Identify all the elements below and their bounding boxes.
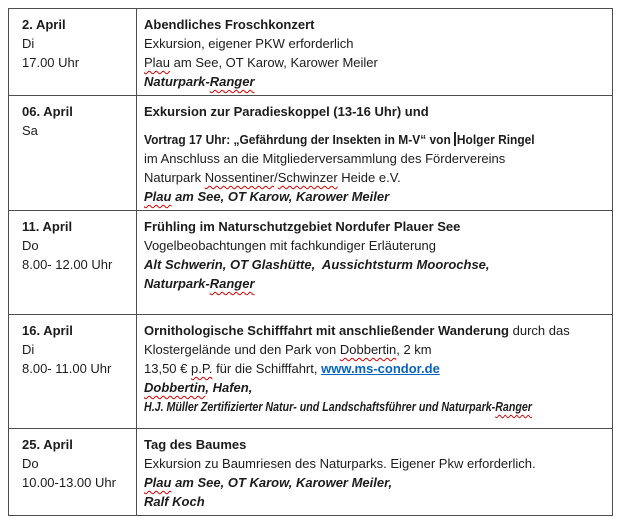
event-weekday: Di	[22, 36, 35, 51]
date-cell	[9, 315, 137, 429]
misspelled-word: p.P.	[191, 361, 213, 376]
event-note: Exkursion, eigener PKW erforderlich	[144, 36, 354, 51]
organizer-text: Heide e.V.	[337, 170, 401, 185]
event-location	[144, 378, 604, 397]
text-cursor	[454, 132, 456, 146]
description-cell	[137, 315, 613, 429]
location-text: am See, OT Karow, Karower Meiler	[170, 55, 378, 70]
title-continuation: durch das	[509, 323, 570, 338]
date-cell	[9, 211, 137, 315]
event-note: Vogelbeobachtungen mit fachkundiger Erläuterung	[144, 238, 436, 253]
event-title: Exkursion zur Paradieskoppel (13-16 Uhr) und	[144, 104, 429, 119]
event-date: 2. April	[22, 17, 66, 32]
table-row	[9, 429, 613, 516]
guide-text: Naturpark-	[144, 74, 210, 89]
event-note: Exkursion zu Baumriesen des Naturparks. Eigener Pkw erforderlich.	[144, 456, 536, 471]
event-weekday: Sa	[22, 123, 38, 138]
event-organizer	[144, 168, 604, 187]
misspelled-word: Plau	[144, 475, 172, 490]
event-location	[144, 53, 604, 72]
misspelled-word: Plau	[144, 189, 172, 204]
event-date: 25. April	[22, 437, 73, 452]
event-date: 06. April	[22, 104, 73, 119]
event-guide	[144, 72, 604, 91]
location-text: , Hafen,	[205, 380, 253, 395]
event-guide: Ralf Koch	[144, 494, 205, 509]
event-time: 8.00- 12.00 Uhr	[22, 257, 113, 272]
event-date: 11. April	[22, 219, 73, 234]
event-note	[144, 340, 604, 359]
date-cell	[9, 429, 137, 516]
table-row	[9, 96, 613, 211]
event-location	[144, 187, 604, 206]
table-row	[9, 9, 613, 96]
event-title: Frühling im Naturschutzgebiet Nordufer Plauer See	[144, 219, 461, 234]
event-time: 10.00-13.00 Uhr	[22, 475, 116, 490]
event-title: Tag des Baumes	[144, 437, 247, 452]
event-title	[144, 321, 604, 340]
misspelled-word: Dobbertin	[339, 342, 397, 357]
price-text: für die Schifffahrt,	[212, 361, 322, 376]
misspelled-word: Dobbertin	[144, 380, 206, 395]
lecture-text: Vortrag 17 Uhr: „Gefährdung der Insekten in M-V“ von	[144, 132, 455, 147]
hyperlink-ms-condor[interactable]: www.ms-condor.de	[321, 361, 440, 376]
misspelled-word: Ranger	[495, 399, 532, 414]
misspelled-word: Ranger	[209, 276, 255, 291]
event-location	[144, 473, 604, 492]
event-guide	[144, 397, 532, 416]
misspelled-word: Plau	[144, 55, 171, 70]
misspelled-word: Schwinzer	[277, 170, 338, 185]
price-text: 13,50 €	[144, 361, 191, 376]
title-text: Ornithologische Schifffahrt mit anschließender Wanderung	[144, 323, 509, 338]
table-row	[9, 315, 613, 429]
note-text: , 2 km	[396, 342, 432, 357]
description-cell	[137, 9, 613, 96]
location-text: am See, OT Karow, Karower Meiler,	[171, 475, 393, 490]
event-location: Alt Schwerin, OT Glashütte, Aussichtsturm Moorochse,	[144, 257, 490, 272]
guide-text: Naturpark-	[144, 276, 210, 291]
misspelled-word: Nossentiner	[204, 170, 275, 185]
table-row	[9, 211, 613, 315]
organizer-text: Naturpark	[144, 170, 205, 185]
event-subtitle	[144, 130, 567, 149]
event-guide	[144, 274, 604, 293]
event-note: im Anschluss an die Mitgliederversammlung des Fördervereins	[144, 151, 506, 166]
speaker-name: Holger Ringel	[456, 132, 535, 147]
event-time: 8.00- 11.00 Uhr	[22, 361, 112, 376]
event-title: Abendliches Froschkonzert	[144, 17, 315, 32]
event-price	[144, 359, 604, 378]
date-cell	[9, 96, 137, 211]
description-cell	[137, 429, 613, 516]
organizer-text: /	[274, 170, 278, 185]
event-weekday: Di	[22, 342, 35, 357]
note-text: Klostergelände und den Park von	[144, 342, 340, 357]
description-cell	[137, 96, 613, 211]
misspelled-word: Ranger	[209, 74, 255, 89]
event-weekday: Do	[22, 456, 39, 471]
event-date: 16. April	[22, 323, 73, 338]
location-text: am See, OT Karow, Karower Meiler	[171, 189, 390, 204]
event-time: 17.00 Uhr	[22, 55, 80, 70]
event-weekday: Do	[22, 238, 39, 253]
date-cell	[9, 9, 137, 96]
description-cell	[137, 211, 613, 315]
events-table	[8, 8, 613, 516]
guide-text: H.J. Müller Zertifizierter Natur- und Landschaftsführer und Naturpark-	[144, 399, 496, 414]
